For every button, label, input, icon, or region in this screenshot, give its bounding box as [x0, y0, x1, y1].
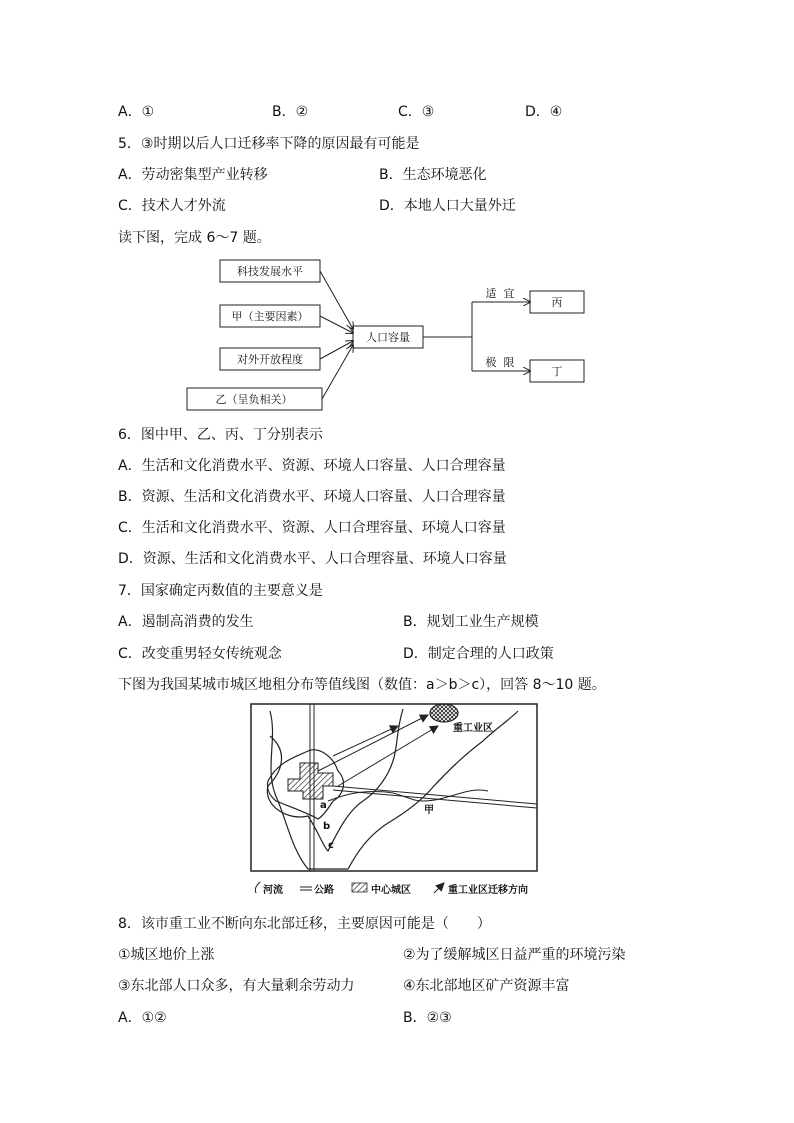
q7-option-d: D．制定合理的人口政策 — [403, 646, 554, 662]
q6-option-c: C．生活和文化消费水平、资源、人口合理容量、环境人口容量 — [118, 520, 506, 536]
legend-river: 河流 — [263, 885, 283, 896]
q5-option-c: C．技术人才外流 — [118, 198, 226, 214]
q7-option-b: B．规划工业生产规模 — [403, 614, 539, 630]
land-rent-isoline-map — [248, 701, 540, 901]
legend-migration: 重工业区迁移方向 — [448, 885, 528, 896]
option-b: B．② — [272, 104, 309, 120]
label-a: a — [320, 800, 327, 811]
question-6-stem: 6．图中甲、乙、丙、丁分别表示 — [118, 427, 323, 443]
q8-item-4: ④东北部地区矿产资源丰富 — [403, 978, 570, 994]
label-population-capacity: 人口容量 — [366, 331, 410, 344]
map-legend — [255, 882, 528, 896]
label-b: b — [323, 821, 331, 832]
q5-option-d: D．本地人口大量外迁 — [379, 198, 516, 214]
legend-river-icon — [255, 882, 260, 893]
option-d: D．④ — [525, 104, 563, 120]
label-jia: 甲 — [424, 805, 434, 816]
label-tech-level: 科技发展水平 — [237, 265, 303, 278]
q8-item-2: ②为了缓解城区日益严重的环境污染 — [403, 947, 626, 963]
label-yi: 乙（呈负相关） — [215, 393, 293, 406]
q6-option-d: D．资源、生活和文化消费水平、人口合理容量、环境人口容量 — [118, 551, 507, 567]
legend-arrow-icon — [434, 883, 444, 893]
label-openness: 对外开放程度 — [237, 353, 303, 366]
label-jia: 甲（主要因素） — [231, 310, 309, 323]
population-capacity-diagram — [180, 255, 600, 415]
intro-6-7: 读下图，完成 6～7 题。 — [118, 230, 271, 246]
label-bing: 丙 — [551, 296, 563, 309]
label-ding: 丁 — [551, 365, 563, 378]
option-c: C．③ — [398, 104, 435, 120]
q6-option-a: A．生活和文化消费水平、资源、环境人口容量、人口合理容量 — [118, 458, 506, 474]
question-5-stem: 5．③时期以后人口迁移率下降的原因最有可能是 — [118, 136, 420, 152]
q7-option-a: A．遏制高消费的发生 — [118, 614, 254, 630]
q8-item-1: ①城区地价上涨 — [118, 947, 215, 963]
q8-option-b: B．②③ — [403, 1010, 452, 1026]
label-industrial: 重工业区 — [453, 723, 493, 734]
legend-highway: 公路 — [314, 885, 334, 896]
heavy-industrial-zone — [430, 704, 458, 722]
legend-central-icon — [352, 883, 367, 892]
intro-8-10: 下图为我国某城市城区地租分布等值线图（数值：a＞b＞c），回答 8～10 题。 — [118, 677, 606, 693]
q8-item-3: ③东北部人口众多，有大量剩余劳动力 — [118, 978, 355, 994]
label-suitable: 适 宜 — [485, 287, 515, 300]
q5-option-a: A．劳动密集型产业转移 — [118, 167, 268, 183]
q7-option-c: C．改变重男轻女传统观念 — [118, 646, 282, 662]
question-7-stem: 7．国家确定丙数值的主要意义是 — [118, 583, 323, 599]
q6-option-b: B．资源、生活和文化消费水平、环境人口容量、人口合理容量 — [118, 489, 506, 505]
label-c: c — [328, 840, 334, 851]
option-a: A．① — [118, 104, 155, 120]
question-8-stem: 8．该市重工业不断向东北部迁移，主要原因可能是（ ） — [118, 916, 491, 932]
label-limit: 极 限 — [485, 356, 515, 369]
q5-option-b: B．生态环境恶化 — [379, 167, 487, 183]
q8-option-a: A．①② — [118, 1010, 167, 1026]
legend-central: 中心城区 — [371, 885, 411, 896]
